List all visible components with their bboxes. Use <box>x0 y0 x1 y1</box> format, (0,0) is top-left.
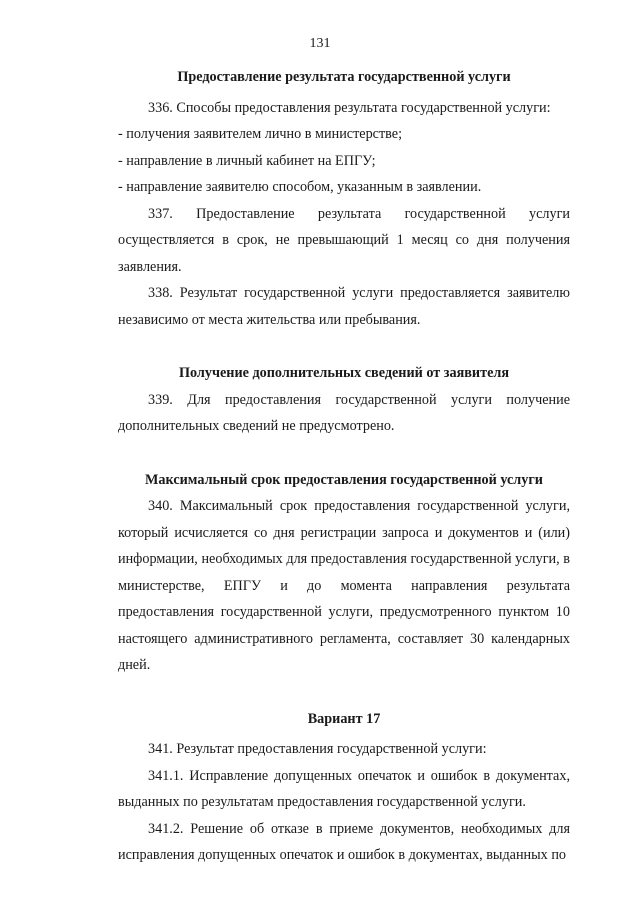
section-heading: Максимальный срок предоставления государственной услуги <box>145 471 543 488</box>
page-number: 131 <box>309 36 331 51</box>
paragraph: 339. Для предоставления государственной услуги получение дополнительных сведений не предусмотрено. <box>118 391 570 434</box>
list-item: - направление заявителю способом, указанным в заявлении. <box>118 179 482 195</box>
paragraph: 340. Максимальный срок предоставления государственной услуги, который исчисляется со дня регистрации запроса и документов и (или) информации, необходимых для предоставления государственной услуги, в министерстве, ЕПГУ и до момента направления результата предоставления государственной услуги, предусмотренного пунктом 10 настоящего административного регламента, составляет 30 календарных дней. <box>118 498 570 673</box>
paragraph: 338. Результат государственной услуги предоставляется заявителю независимо от места жительства или пребывания. <box>118 285 570 328</box>
section-heading: Получение дополнительных сведений от заявителя <box>178 365 509 381</box>
list-item: - получения заявителем лично в министерстве; <box>118 126 403 142</box>
document-body <box>118 64 570 869</box>
paragraph: 341. Результат предоставления государственной услуги: <box>148 741 487 757</box>
list-item: - направление в личный кабинет на ЕПГУ; <box>118 152 376 169</box>
section-heading: Предоставление результата государственной услуги <box>177 69 511 85</box>
paragraph: 341.1. Исправление допущенных опечаток и ошибок в документах, выданных по результатам предоставления государственной услуги. <box>118 767 570 810</box>
paragraph: 341.2. Решение об отказе в приеме документов, необходимых для исправления допущенных опечаток и ошибок в документах, выданных по <box>118 820 570 863</box>
paragraph: 337. Предоставление результата государственной услуги осуществляется в срок, не превышающий 1 месяц со дня получения заявления. <box>118 205 570 275</box>
paragraph: 336. Способы предоставления результата государственной услуги: <box>148 99 551 116</box>
section-heading: Вариант 17 <box>307 710 381 727</box>
